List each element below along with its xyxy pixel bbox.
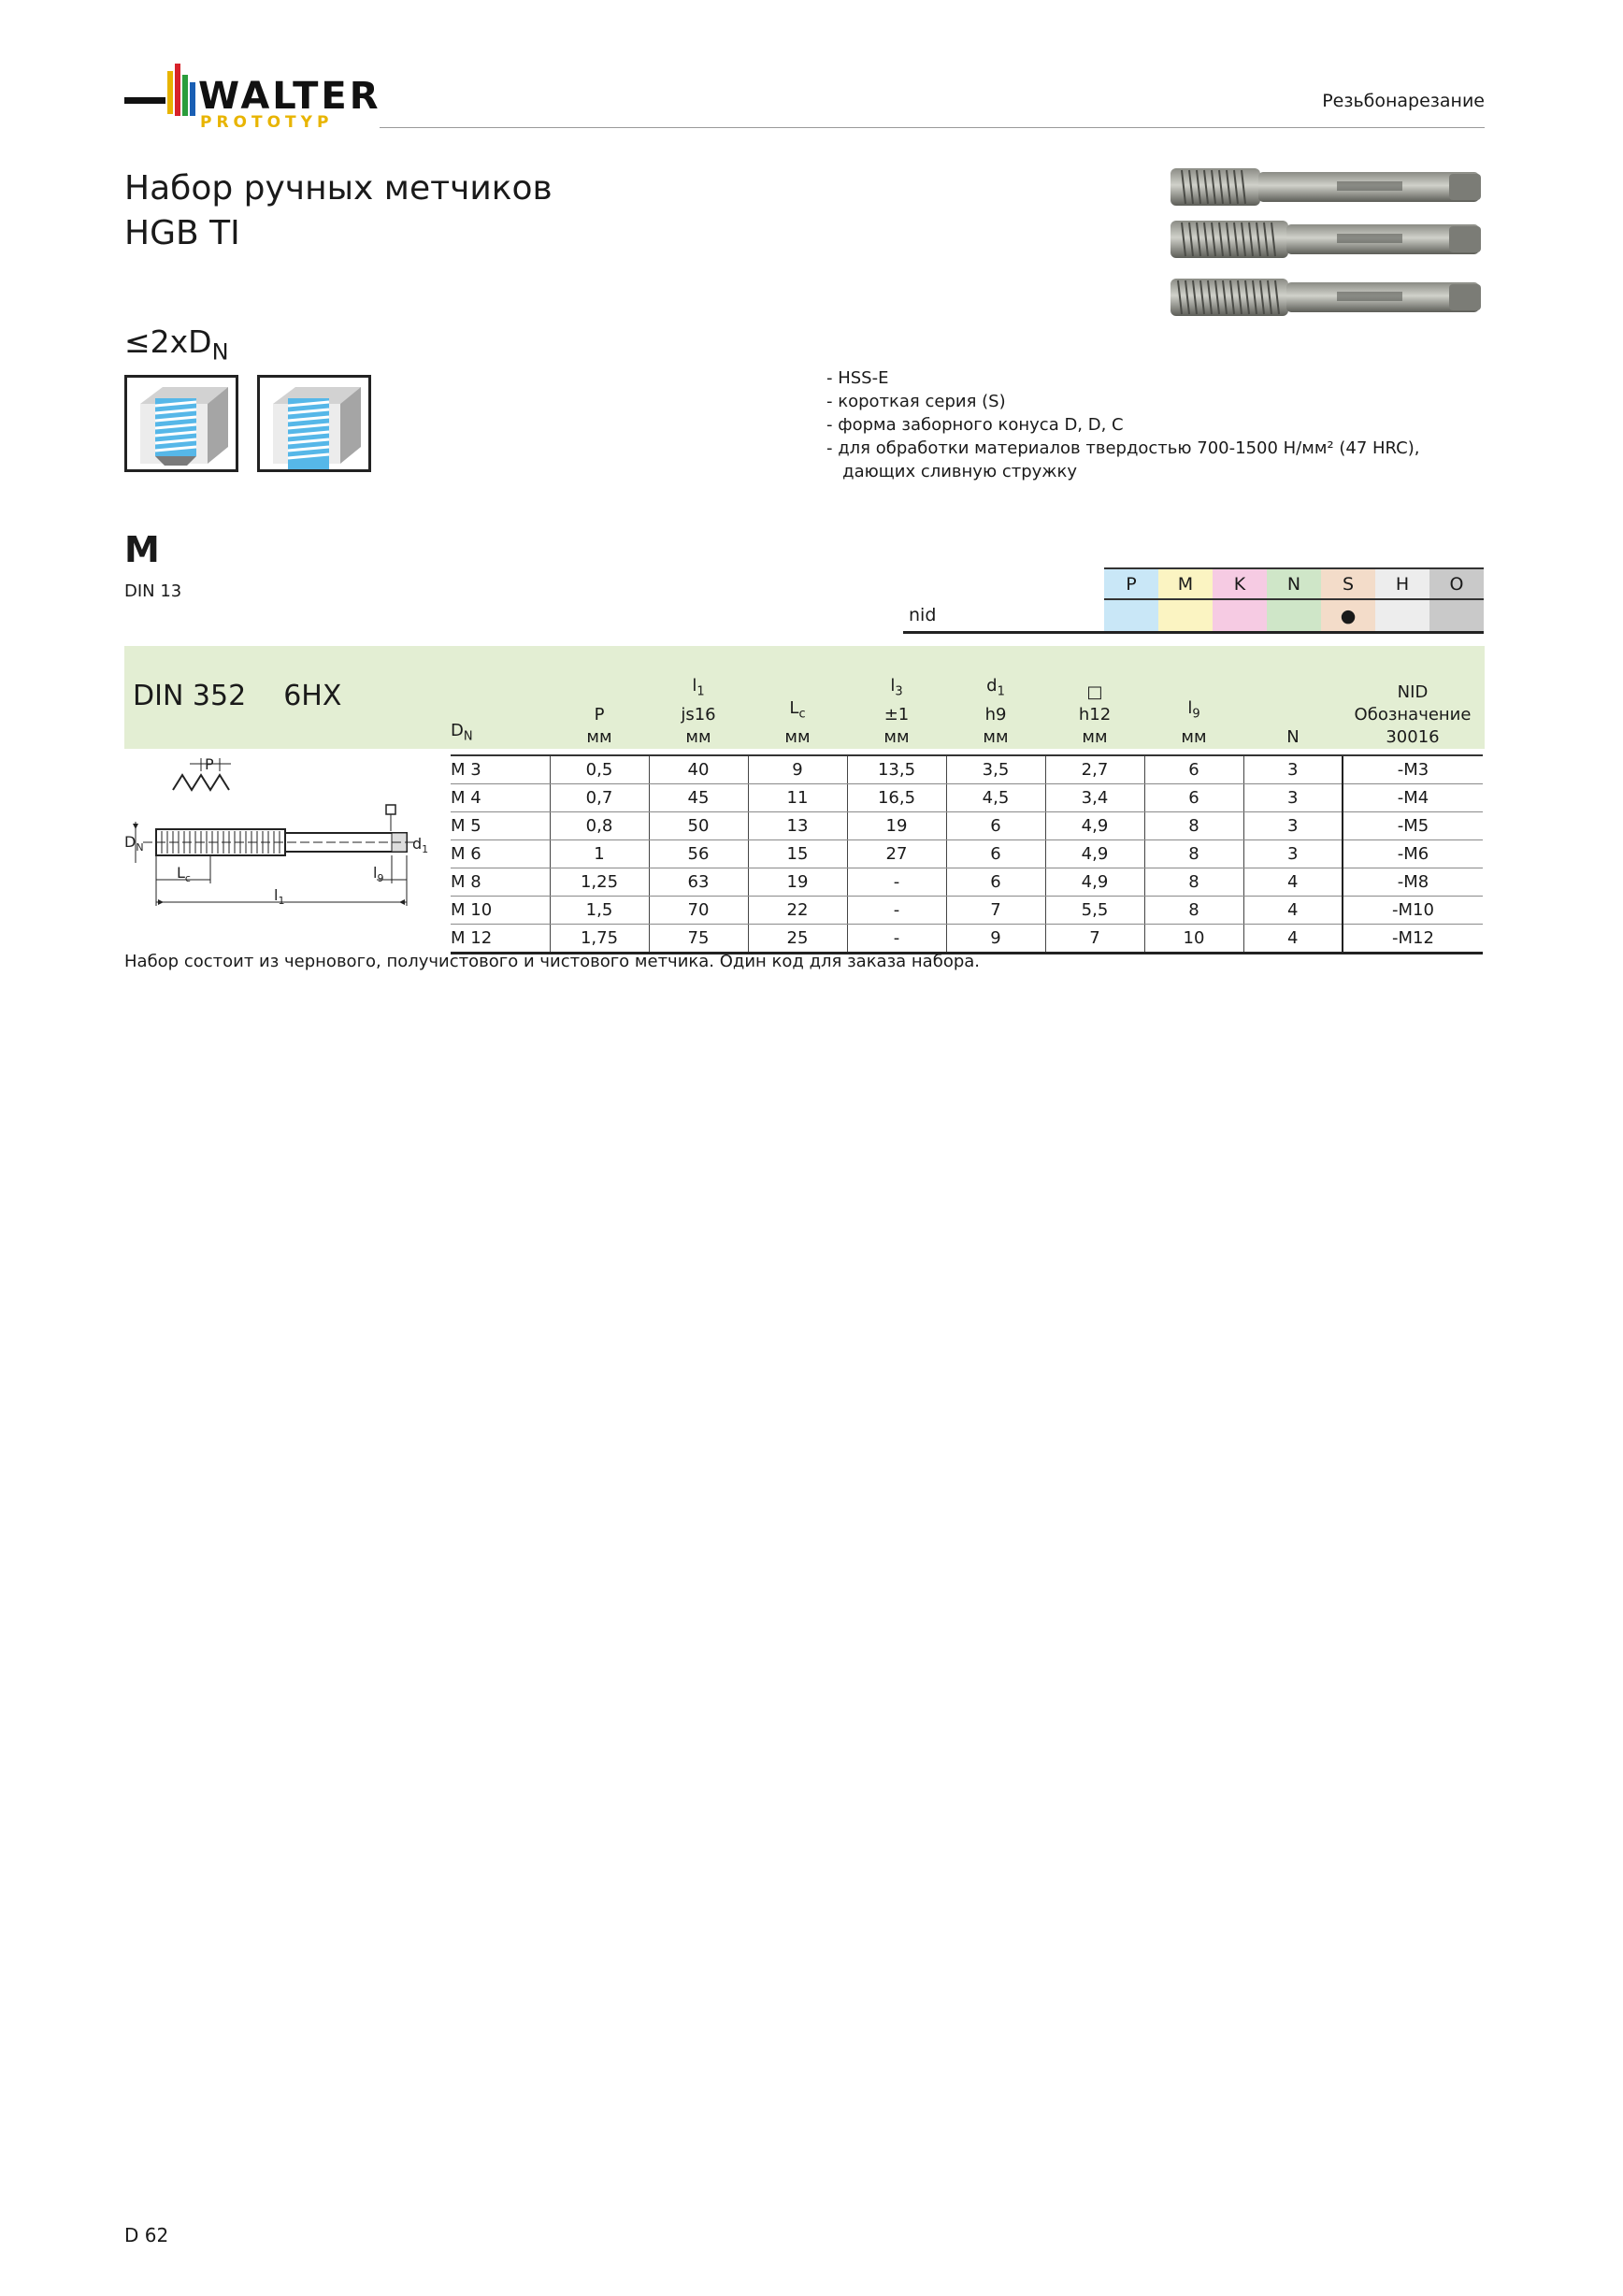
table-cell: 19 xyxy=(748,868,847,897)
tap-spec-rows xyxy=(451,755,1483,954)
material-group-p: P xyxy=(1104,568,1158,599)
band-title xyxy=(133,680,341,712)
table-cell: 1,5 xyxy=(550,897,649,925)
table-cell: 16,5 xyxy=(847,784,946,812)
profile-letter: M xyxy=(124,529,160,570)
table-cell: -M3 xyxy=(1343,755,1483,784)
table-cell: 27 xyxy=(847,840,946,868)
table-cell: 3,5 xyxy=(946,755,1045,784)
material-mark-p xyxy=(1104,599,1158,633)
through-hole-icon xyxy=(257,375,371,472)
label-d1: $d_1$ xyxy=(412,835,429,855)
tap-spec-table xyxy=(451,654,1483,954)
table-row xyxy=(451,784,1483,812)
material-mark-k xyxy=(1213,599,1267,633)
table-cell: 6 xyxy=(946,840,1045,868)
table-cell: 7 xyxy=(946,897,1045,925)
table-cell: M 3 xyxy=(451,755,550,784)
material-mark-n xyxy=(1267,599,1321,633)
table-row xyxy=(451,755,1483,784)
tap-dimension-drawing xyxy=(124,753,453,921)
material-group-h: H xyxy=(1375,568,1429,599)
table-cell: 10 xyxy=(1144,925,1243,954)
table-cell: 0,5 xyxy=(550,755,649,784)
col-header-lc: $L_c$ мм xyxy=(784,698,811,747)
table-cell: 6 xyxy=(946,812,1045,840)
tap-photo-finishing xyxy=(1169,271,1485,323)
material-group-o: O xyxy=(1429,568,1484,599)
table-cell: 2,7 xyxy=(1045,755,1144,784)
product-title-line2: HGB TI xyxy=(124,214,240,252)
table-cell: M 5 xyxy=(451,812,550,840)
table-cell: 3 xyxy=(1243,840,1343,868)
table-cell: 4 xyxy=(1243,925,1343,954)
table-cell: 4,5 xyxy=(946,784,1045,812)
table-cell: 4 xyxy=(1243,897,1343,925)
label-l1: $l_1$ xyxy=(274,886,285,907)
thread-depth-value: ≤2xD xyxy=(124,323,212,360)
table-cell: 15 xyxy=(748,840,847,868)
table-cell: 4,9 xyxy=(1045,840,1144,868)
col-header-d1: $d_1$ h9 мм xyxy=(983,676,1009,747)
table-cell: -M8 xyxy=(1343,868,1483,897)
table-cell: 6 xyxy=(946,868,1045,897)
feature-list xyxy=(826,366,1419,483)
table-cell: M 10 xyxy=(451,897,550,925)
col-header-p: P мм xyxy=(586,705,612,747)
table-row xyxy=(451,812,1483,840)
table-cell: -M4 xyxy=(1343,784,1483,812)
table-cell: 56 xyxy=(649,840,748,868)
table-cell: 9 xyxy=(946,925,1045,954)
brand-name: WALTER xyxy=(198,75,381,118)
table-cell: 0,7 xyxy=(550,784,649,812)
header-rule xyxy=(380,127,1485,128)
product-title xyxy=(124,166,553,256)
table-cell: 7 xyxy=(1045,925,1144,954)
table-cell: -M6 xyxy=(1343,840,1483,868)
material-row-label: nid xyxy=(903,599,1104,633)
table-row xyxy=(451,897,1483,925)
blind-hole-icon xyxy=(124,375,238,472)
table-cell: 63 xyxy=(649,868,748,897)
profile-standard: DIN 13 xyxy=(124,581,182,601)
col-header-nid: NID Обозначение 30016 xyxy=(1354,682,1472,747)
table-cell: 1,25 xyxy=(550,868,649,897)
table-cell: 13,5 xyxy=(847,755,946,784)
material-group-k: K xyxy=(1213,568,1267,599)
table-cell: M 6 xyxy=(451,840,550,868)
material-mark-m xyxy=(1158,599,1213,633)
table-cell: 9 xyxy=(748,755,847,784)
label-p: P xyxy=(205,755,214,773)
col-header-l3: $l_3$ ±1 мм xyxy=(883,676,910,747)
material-mark-h xyxy=(1375,599,1429,633)
table-cell: 8 xyxy=(1144,897,1243,925)
table-cell: 70 xyxy=(649,897,748,925)
brand-subname: PROTOTYP xyxy=(200,113,334,132)
table-cell: 6 xyxy=(1144,784,1243,812)
product-title-line1: Набор ручных метчиков xyxy=(124,169,553,208)
material-group-table xyxy=(903,567,1484,634)
feature-item: - короткая серия (S) xyxy=(826,392,1006,411)
section-title: Резьбонарезание xyxy=(1322,91,1485,111)
col-header-l1: $l_1$ js16 мм xyxy=(681,676,716,747)
table-cell: 19 xyxy=(847,812,946,840)
table-cell: - xyxy=(847,925,946,954)
table-cell: 5,5 xyxy=(1045,897,1144,925)
table-cell: 0,8 xyxy=(550,812,649,840)
table-cell: -M5 xyxy=(1343,812,1483,840)
table-cell: 4,9 xyxy=(1045,868,1144,897)
col-header-n: N xyxy=(1286,727,1300,747)
table-cell: 3,4 xyxy=(1045,784,1144,812)
table-cell: -M12 xyxy=(1343,925,1483,954)
material-mark-o xyxy=(1429,599,1484,633)
feature-item: - HSS-E xyxy=(826,368,889,388)
col-header-square: □ h12 мм xyxy=(1078,682,1112,747)
table-cell: 4 xyxy=(1243,868,1343,897)
table-cell: 8 xyxy=(1144,812,1243,840)
feature-item: дающих сливную стружку xyxy=(826,462,1078,481)
table-cell: M 12 xyxy=(451,925,550,954)
label-lc: $L_c$ xyxy=(177,864,191,884)
thread-depth xyxy=(124,323,229,366)
table-cell: 11 xyxy=(748,784,847,812)
table-cell: 22 xyxy=(748,897,847,925)
walter-logo-mark xyxy=(124,62,197,122)
page-number: D 62 xyxy=(124,2224,169,2246)
table-cell: - xyxy=(847,868,946,897)
table-cell: - xyxy=(847,897,946,925)
table-cell: 8 xyxy=(1144,840,1243,868)
table-row xyxy=(451,868,1483,897)
table-cell: 75 xyxy=(649,925,748,954)
table-row xyxy=(451,925,1483,954)
table-cell: 8 xyxy=(1144,868,1243,897)
material-group-s: S xyxy=(1321,568,1375,599)
feature-item: - для обработки материалов твердостью 700-1500 Н/мм² (47 HRC), xyxy=(826,438,1420,458)
col-header-l9: $l_9$ мм xyxy=(1181,698,1207,747)
table-cell: 3 xyxy=(1243,755,1343,784)
material-mark-s: ● xyxy=(1321,599,1375,633)
label-dn: $D_N$ xyxy=(124,833,144,854)
table-cell: 45 xyxy=(649,784,748,812)
tap-photo-intermediate xyxy=(1169,213,1485,265)
table-cell: -M10 xyxy=(1343,897,1483,925)
label-l9: $l_9$ xyxy=(373,864,384,884)
col-header-dn: $D_N$ xyxy=(451,721,473,744)
table-cell: 25 xyxy=(748,925,847,954)
set-note: Набор состоит из чернового, получистового и чистового метчика. Один код для заказа набора. xyxy=(124,952,981,971)
table-cell: 50 xyxy=(649,812,748,840)
table-cell: 4,9 xyxy=(1045,812,1144,840)
table-row xyxy=(451,840,1483,868)
table-cell: M 4 xyxy=(451,784,550,812)
band-tolerance: 6HX xyxy=(283,680,342,712)
table-cell: 40 xyxy=(649,755,748,784)
table-cell: 3 xyxy=(1243,812,1343,840)
table-cell: 1,75 xyxy=(550,925,649,954)
table-cell: 1 xyxy=(550,840,649,868)
table-cell: M 8 xyxy=(451,868,550,897)
band-standard: DIN 352 xyxy=(133,680,247,712)
feature-item: - форма заборного конуса D, D, C xyxy=(826,415,1124,435)
thread-depth-sub: N xyxy=(211,338,229,366)
table-cell: 3 xyxy=(1243,784,1343,812)
table-cell: 6 xyxy=(1144,755,1243,784)
table-cell: 13 xyxy=(748,812,847,840)
tap-photo-rough xyxy=(1169,161,1485,213)
material-group-m: M xyxy=(1158,568,1213,599)
material-group-n: N xyxy=(1267,568,1321,599)
